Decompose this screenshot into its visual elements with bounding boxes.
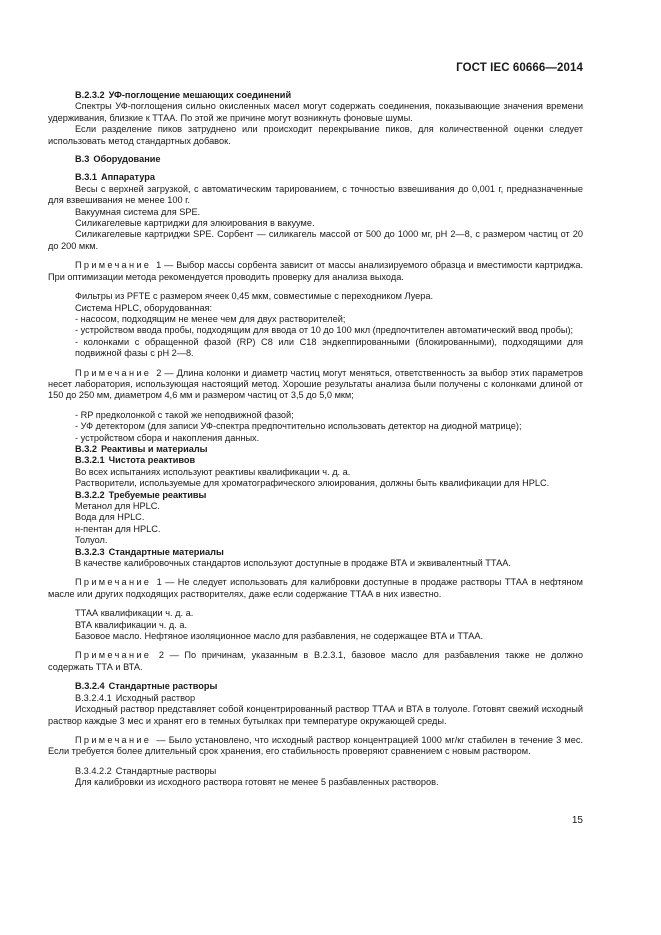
page-number: 15	[571, 815, 583, 826]
list-item: - устройством ввода пробы, подходящим для ввода от 10 до 100 мкл (предпочтителен автоматический ввод пробы);	[75, 325, 574, 336]
paragraph: Спектры УФ-поглощения сильно окисленных масел могут содержать соединения, показывающие значения времени удерживания, близкие к ТТАА. По этой же причине могут возникнуть фоновые шумы.	[48, 101, 583, 123]
section-heading	[48, 766, 583, 777]
paragraph: Вакуумная система для SPE.	[75, 206, 201, 217]
section-title: Чистота реактивов	[108, 455, 196, 466]
section-number: В.3.1	[75, 172, 97, 183]
section-title: Исходный раствор	[115, 692, 196, 703]
note-label: Примечание	[75, 577, 152, 588]
note-label: Примечание	[75, 367, 152, 378]
list-item: - RP предколонкой с такой же неподвижной фазой;	[75, 409, 294, 420]
section-number: В.3.2	[75, 443, 97, 454]
paragraph: Для калибровки из исходного раствора готовят не менее 5 разбавленных растворов.	[75, 777, 439, 788]
list-item: - УФ детектором (для записи УФ-спектра предпочтительно использовать детектор на диодной матрице);	[75, 421, 522, 432]
standard-designation: ГОСТ IEC 60666—2014	[456, 62, 583, 74]
section-number: В.3.2.3	[75, 546, 105, 557]
note-paragraph	[48, 368, 583, 402]
note-text: — Было установлено, что исходный раствор концентрацией 1000 мг/кг стабилен в течение 3 мес. Если требуется более длительный срок хранения, его стабильность проверяют сравнением с новым раствором.	[48, 734, 583, 757]
note-paragraph	[48, 260, 583, 283]
section-title: Стандартные материалы	[108, 546, 224, 557]
section-heading	[48, 455, 583, 466]
paragraph: Вода для HPLC.	[75, 512, 145, 523]
section-title: Аппаратура	[100, 172, 155, 183]
list-item: - насосом, подходящим не менее чем для двух растворителей;	[75, 313, 346, 324]
note-label: Примечание	[75, 260, 152, 271]
list-item: - колонками с обращенной фазой (RP) С8 или С18 эндкеппированными (блокированными), подходящими для подвижной фазы с рН 2—8.	[75, 336, 583, 359]
paragraph: Фильтры из PFTE с размером ячеек 0,45 мкм, совместимые с переходником Луера.	[75, 291, 434, 302]
paragraph: Система HPLC, оборудованная:	[75, 302, 213, 313]
section-number: В.3.2.4.1	[75, 692, 112, 703]
paragraph: Метанол для HPLC.	[75, 501, 160, 511]
paragraph: ТТАА квалификации ч. д. а.	[75, 608, 194, 619]
section-title: Стандартные растворы	[115, 765, 217, 776]
note-paragraph	[48, 650, 583, 673]
note-text: 1 — Не следует использовать для калибровки доступные в продаже растворы ТТАА в нефтяном масле или других подходящих растворителях, даже если содержание ТТАА в них известно.	[48, 577, 583, 599]
section-title: Оборудование	[93, 154, 161, 165]
paragraph: Толуол.	[75, 535, 108, 546]
section-heading	[48, 154, 583, 165]
section-title: Требуемые реактивы	[108, 489, 207, 500]
spacer	[48, 165, 583, 172]
paragraph: Силикагелевые картриджи SPE. Сорбент — силикагель массой от 500 до 1000 мг, рН 2—8, с размером частиц от 20 до 200 мкм.	[48, 229, 583, 251]
note-label: Примечание	[75, 650, 152, 661]
section-heading	[48, 444, 583, 455]
section-number: В.3.2.1	[75, 455, 105, 466]
paragraph: Если разделение пиков затруднено или происходит перекрывание пиков, для количественной оценки следует использовать метод стандартных добавок.	[48, 124, 583, 146]
note-paragraph	[48, 577, 583, 600]
paragraph: Растворители, используемые для хроматографического элюирования, должны быть квалификации для HPLC.	[75, 478, 550, 489]
note-paragraph	[48, 735, 583, 758]
paragraph: Во всех испытаниях используют реактивы квалификации ч. д. а.	[75, 466, 351, 477]
document-body	[48, 90, 583, 789]
note-text: 1 — Выбор массы сорбента зависит от массы анализируемого образца и вместимости картриджа. При оптимизации метода рекомендуется проводить проверку для анализа выхода.	[48, 260, 583, 282]
section-title: УФ-поглощение мешающих соединений	[108, 90, 292, 100]
spacer	[48, 147, 583, 154]
note-text: 2 — По причинам, указанным в В.2.3.1, базовое масло для разбавления также не должно содержать ТТА и ВТА.	[48, 650, 583, 672]
paragraph: Весы с верхней загрузкой, с автоматическим тарированием, с точностью взвешивания до 0,001 г, предназначенные для взвешивания не менее 100 г.	[48, 183, 583, 206]
paragraph: В качестве калибровочных стандартов используют доступные в продаже ВТА и эквивалентный ТТАА.	[75, 558, 511, 569]
section-heading	[48, 172, 583, 183]
paragraph: Силикагелевые картриджи для элюирования в вакууме.	[75, 218, 315, 229]
section-number: В.3.2.4	[75, 681, 105, 692]
note-text: 2 — Длина колонки и диаметр частиц могут меняться, ответственность за выбор этих параметров несет лаборатория, использующая настоящий метод. Хорошие результаты анализа были получены с колонками длиной от 150 до 250 мм, диаметром 4,6 мм и размером частиц от 3,5 до 5,0 мкм;	[48, 367, 583, 401]
section-number: В.3.2.2	[75, 489, 105, 500]
section-heading	[48, 547, 583, 558]
note-label: Примечание	[75, 734, 152, 745]
paragraph: ВТА квалификации ч. д. а.	[75, 619, 188, 630]
section-title: Стандартные растворы	[108, 681, 218, 692]
section-heading	[48, 490, 583, 501]
section-heading	[48, 681, 583, 692]
section-number: В.2.3.2	[75, 90, 105, 100]
list-item: - устройством сбора и накопления данных.	[75, 432, 260, 443]
paragraph: Исходный раствор представляет собой концентрированный раствор ТТАА и ВТА в толуоле. Готовят свежий исходный раствор каждые 3 мес и хранят его в темных бутылках при температуре окружающей среды.	[48, 704, 583, 726]
paragraph: Базовое масло. Нефтяное изоляционное масло для разбавления, не содержащее ВТА и ТТАА.	[75, 631, 484, 642]
section-heading	[48, 693, 583, 704]
paragraph: н-пентан для HPLC.	[75, 523, 161, 534]
section-title: Реактивы и материалы	[100, 443, 208, 454]
section-number: В.3	[75, 154, 90, 165]
section-number: В.3.4.2.2	[75, 765, 112, 776]
section-heading	[48, 90, 583, 101]
